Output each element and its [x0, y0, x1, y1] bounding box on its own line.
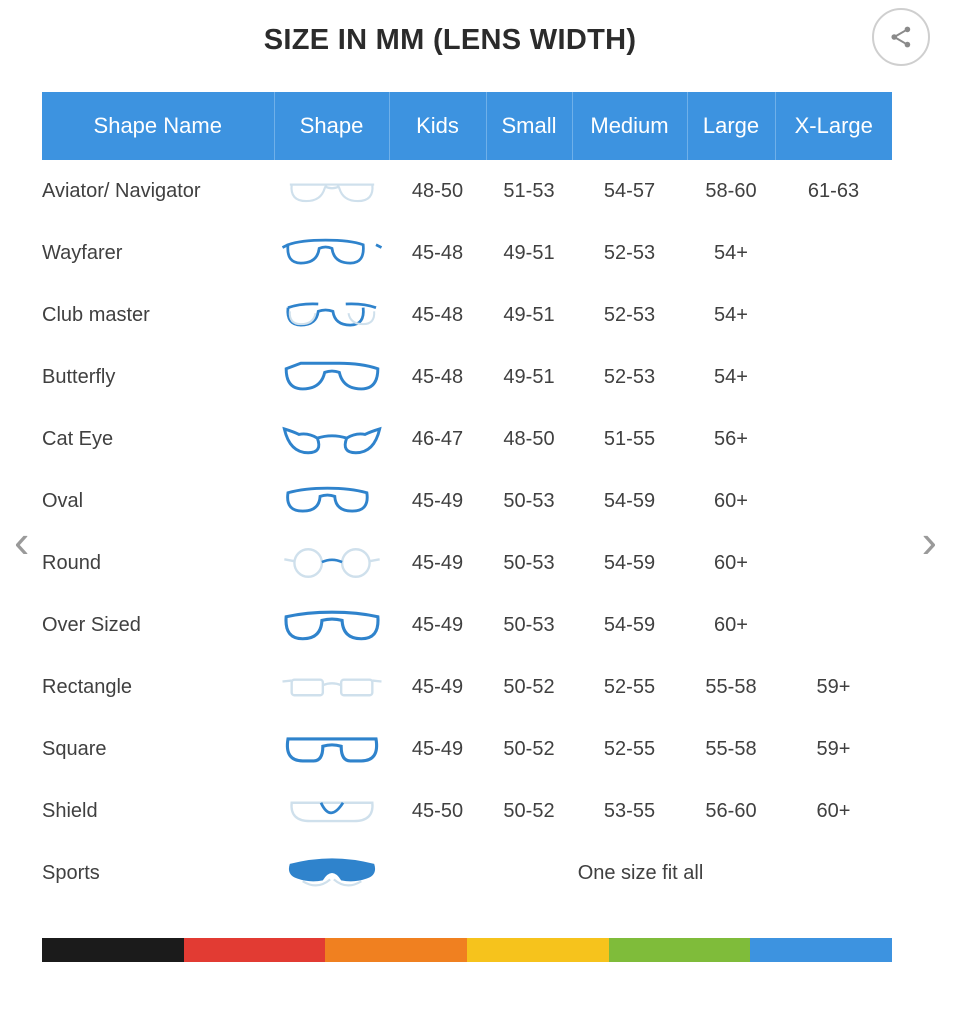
prev-arrow[interactable]: ‹	[14, 515, 30, 567]
sports-glasses-icon	[274, 847, 389, 899]
cell-shape-illustration	[274, 718, 389, 780]
cell-small: 48-50	[503, 427, 555, 450]
cell-shape-illustration	[274, 842, 389, 904]
cell-medium: 54-59	[603, 551, 656, 574]
cell-large: 58-60	[705, 179, 757, 202]
cell-large: 54+	[714, 303, 748, 326]
wayfarer-glasses-icon	[274, 227, 389, 279]
cell-kids: 45-48	[411, 365, 464, 388]
table-row	[42, 780, 892, 842]
cell-shape-name: Oval	[42, 489, 84, 512]
cell-xlarge	[775, 222, 892, 284]
rectangle-glasses-icon	[274, 661, 389, 713]
cell-medium: 52-55	[603, 675, 656, 698]
column-header-kids: Kids	[389, 92, 486, 160]
cell-xlarge: 59+	[816, 675, 851, 698]
cell-xlarge	[775, 284, 892, 346]
cell-small: 50-52	[503, 675, 555, 698]
cell-shape-name: Rectangle	[42, 675, 133, 698]
clubmaster-glasses-icon	[274, 289, 389, 341]
cell-medium: 52-53	[603, 365, 656, 388]
color-bar-segment-3	[325, 938, 467, 962]
cell-shape-illustration	[274, 470, 389, 532]
column-header-medium: Medium	[572, 92, 687, 160]
cell-large: 56-60	[705, 799, 757, 822]
cell-medium: 52-55	[603, 737, 656, 760]
cell-small: 49-51	[503, 303, 555, 326]
shield-glasses-icon	[274, 785, 389, 837]
column-header-xlarge: X-Large	[775, 92, 892, 160]
cell-shape-name: Wayfarer	[42, 241, 123, 264]
cell-kids: 46-47	[411, 427, 464, 450]
cell-shape-name: Square	[42, 737, 107, 760]
cell-medium: 52-53	[603, 303, 656, 326]
aviator-glasses-icon	[274, 165, 389, 217]
color-bar-segment-1	[42, 938, 184, 962]
table-row	[42, 284, 892, 346]
cell-shape-illustration	[274, 594, 389, 656]
cell-medium: 54-57	[603, 179, 656, 202]
cell-kids: 45-49	[411, 489, 464, 512]
cell-medium: 51-55	[603, 427, 656, 450]
cell-small: 49-51	[503, 365, 555, 388]
page-right-gutter	[891, 0, 957, 1024]
cell-medium: 53-55	[603, 799, 656, 822]
cell-shape-name: Shield	[42, 799, 98, 822]
table-row	[42, 532, 892, 594]
cell-shape-name: Club master	[42, 303, 150, 326]
table-row	[42, 470, 892, 532]
table-body	[42, 160, 892, 904]
oversized-glasses-icon	[274, 599, 389, 651]
column-header-shape: Shape	[274, 92, 389, 160]
cell-small: 49-51	[503, 241, 555, 264]
cell-medium: 52-53	[603, 241, 656, 264]
cell-shape-illustration	[274, 346, 389, 408]
cell-shape-illustration	[274, 780, 389, 842]
cell-medium: 54-59	[603, 613, 656, 636]
cell-small: 50-52	[503, 799, 555, 822]
cell-kids: 45-50	[411, 799, 464, 822]
cell-kids: 45-48	[411, 241, 464, 264]
cell-large: 55-58	[705, 675, 757, 698]
column-header-large: Large	[687, 92, 775, 160]
color-bar-segment-5	[609, 938, 751, 962]
cell-kids: 48-50	[411, 179, 464, 202]
cell-large: 56+	[714, 427, 748, 450]
round-glasses-icon	[274, 537, 389, 589]
cell-shape-name: Butterfly	[42, 365, 116, 388]
table-row	[42, 594, 892, 656]
cell-large: 54+	[714, 365, 748, 388]
cell-xlarge: 61-63	[807, 179, 860, 202]
cell-large: 55-58	[705, 737, 757, 760]
color-bar-segment-4	[467, 938, 609, 962]
column-header-shape-name: Shape Name	[42, 92, 274, 160]
cell-shape-illustration	[274, 222, 389, 284]
cell-xlarge	[775, 408, 892, 470]
cell-small: 50-53	[503, 489, 555, 512]
cell-kids: 45-49	[411, 737, 464, 760]
cell-shape-name: Over Sized	[42, 613, 141, 636]
cell-shape-illustration	[274, 532, 389, 594]
cell-shape-name: Round	[42, 551, 101, 574]
color-bar-segment-2	[184, 938, 326, 962]
table-row	[42, 842, 892, 904]
column-header-small: Small	[486, 92, 572, 160]
page-title: SIZE IN MM (LENS WIDTH)	[263, 24, 637, 56]
table-row	[42, 346, 892, 408]
cell-xlarge	[775, 470, 892, 532]
cell-xlarge: 60+	[816, 799, 851, 822]
cell-shape-illustration	[274, 656, 389, 718]
cell-large: 60+	[714, 489, 748, 512]
table-row	[42, 160, 892, 222]
oval-glasses-icon	[274, 475, 389, 527]
cell-xlarge	[775, 594, 892, 656]
cell-small: 50-53	[503, 551, 555, 574]
cell-kids: 45-49	[411, 551, 464, 574]
cell-kids: 45-48	[411, 303, 464, 326]
cell-medium: 54-59	[603, 489, 656, 512]
cateye-glasses-icon	[274, 413, 389, 465]
cell-xlarge	[775, 346, 892, 408]
table-row	[42, 408, 892, 470]
cell-one-size-fit-all: One size fit all	[577, 861, 704, 884]
cell-shape-name: Cat Eye	[42, 427, 114, 450]
color-bar-segment-6	[750, 938, 892, 962]
cell-small: 51-53	[503, 179, 555, 202]
cell-shape-illustration	[274, 408, 389, 470]
cell-xlarge: 59+	[816, 737, 851, 760]
cell-xlarge	[775, 532, 892, 594]
table-row	[42, 656, 892, 718]
cell-kids: 45-49	[411, 675, 464, 698]
cell-small: 50-52	[503, 737, 555, 760]
cell-kids: 45-49	[411, 613, 464, 636]
cell-large: 60+	[714, 551, 748, 574]
cell-large: 60+	[714, 613, 748, 636]
cell-shape-name: Sports	[42, 861, 100, 884]
square-glasses-icon	[274, 723, 389, 775]
cell-small: 50-53	[503, 613, 555, 636]
table-row	[42, 222, 892, 284]
color-bar	[42, 938, 892, 962]
table-row	[42, 718, 892, 780]
butterfly-glasses-icon	[274, 351, 389, 403]
cell-shape-illustration	[274, 160, 389, 222]
cell-shape-name: Aviator/ Navigator	[42, 179, 201, 202]
cell-shape-illustration	[274, 284, 389, 346]
size-chart-table	[42, 92, 892, 904]
cell-large: 54+	[714, 241, 748, 264]
table-header-row	[42, 92, 892, 160]
next-arrow[interactable]: ›	[921, 515, 937, 567]
